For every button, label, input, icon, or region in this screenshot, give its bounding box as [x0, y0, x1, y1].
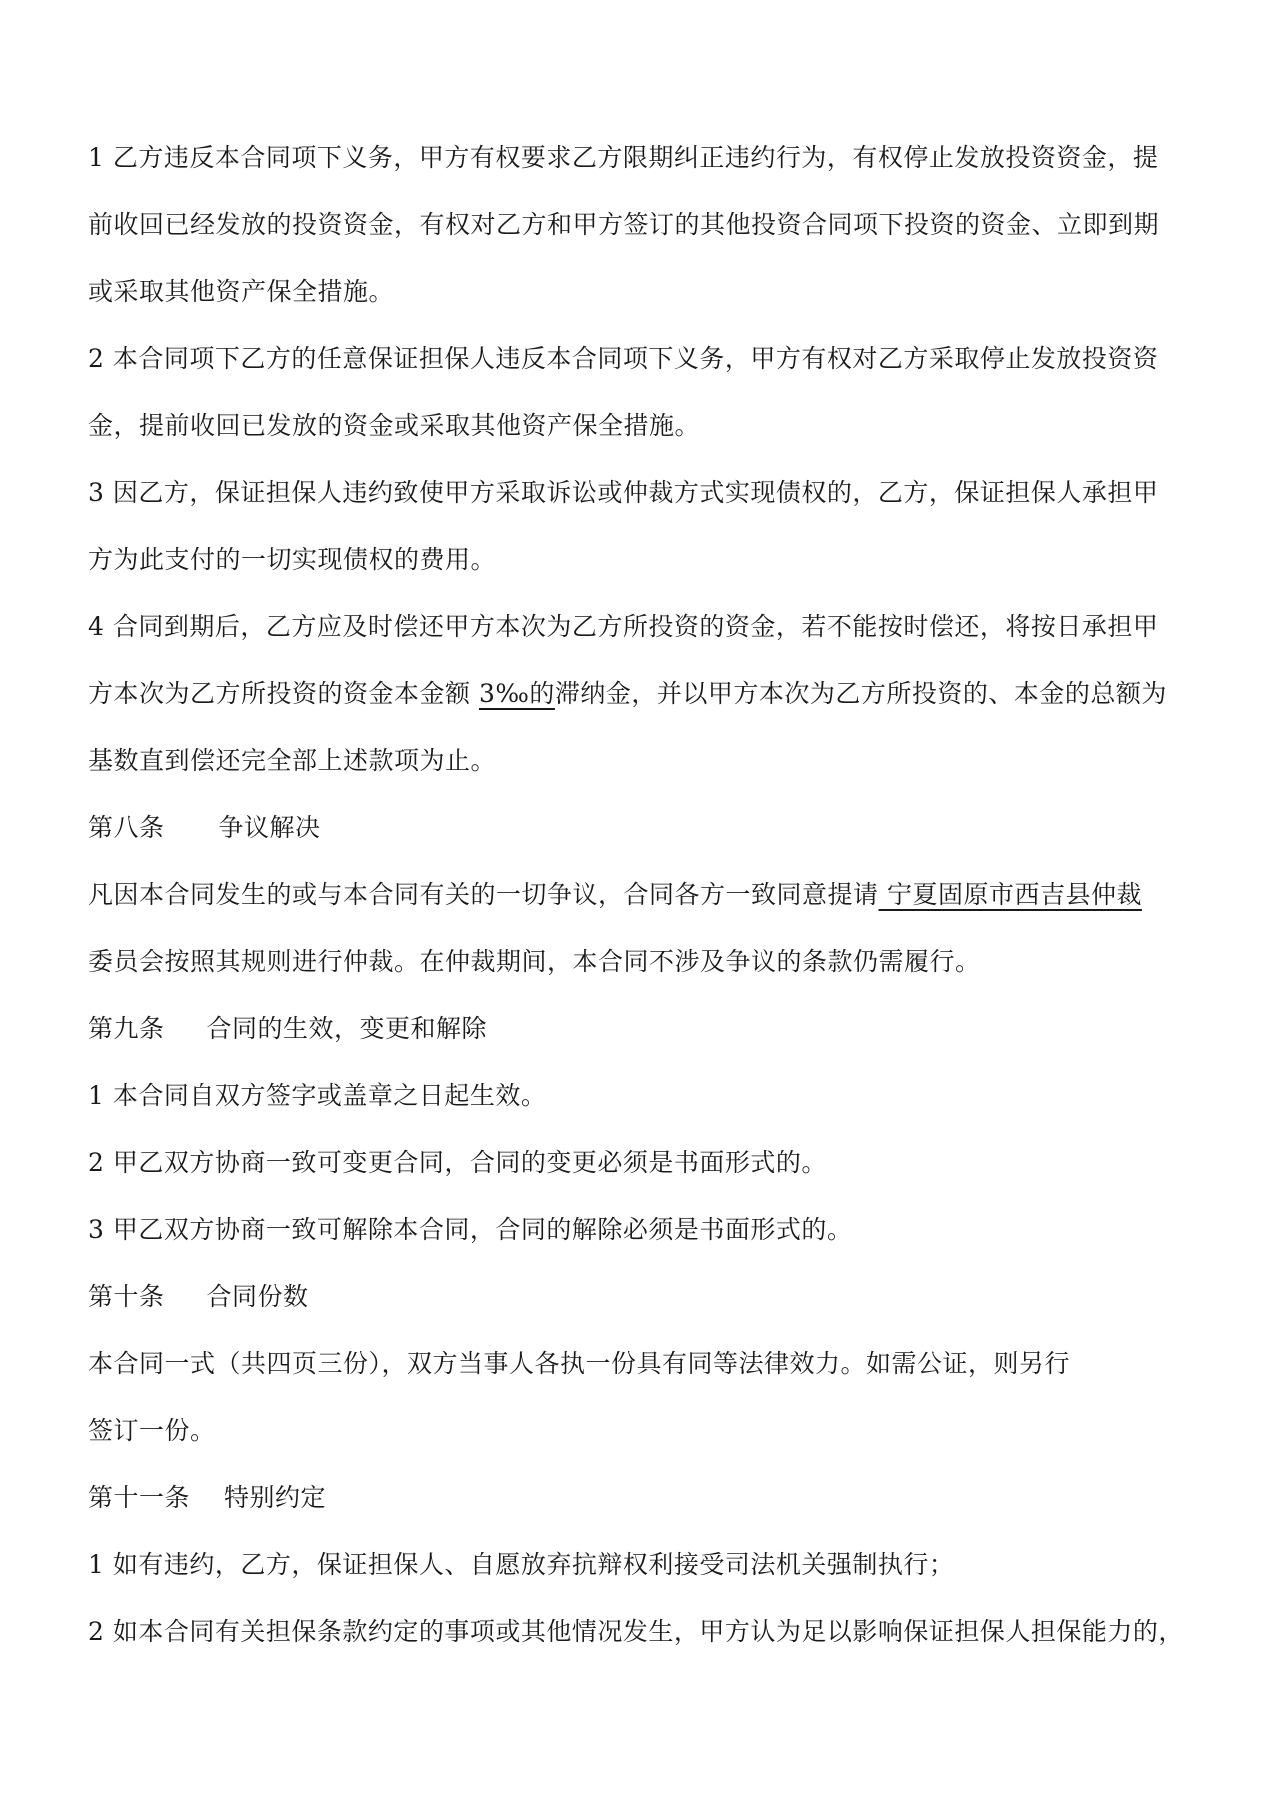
article-10-number: 第十条	[88, 1282, 165, 1311]
article-11-item-1: 1 如有违约，乙方，保证担保人、自愿放弃抗辩权利接受司法机关强制执行；	[88, 1550, 955, 1579]
article-11-title: 特别约定	[224, 1483, 327, 1512]
paragraph-2-line-1: 2 本合同项下乙方的任意保证担保人违反本合同项下义务，甲方有权对乙方采取停止发放投资资	[88, 344, 1159, 373]
paragraph-3-line-2: 方为此支付的一切实现债权的费用。	[88, 545, 497, 574]
article-10-heading	[88, 1280, 309, 1314]
article-11-number: 第十一条	[88, 1483, 191, 1512]
article-9-item-3: 3 甲乙双方协商一致可解除本合同，合同的解除必须是书面形式的。	[88, 1215, 853, 1244]
paragraph-1-line-2: 前收回已经发放的投资资金，有权对乙方和甲方签订的其他投资合同项下投资的资金、立即到期	[88, 210, 1160, 239]
paragraph-4-line-1: 4 合同到期后，乙方应及时偿还甲方本次为乙方所投资的资金，若不能按时偿还，将按日承担甲	[88, 612, 1159, 641]
article-10-line-2: 签订一份。	[88, 1416, 216, 1445]
paragraph-4-line-2	[88, 677, 1167, 711]
article-10-line-1: 本合同一式（共四页三份），双方当事人各执一份具有同等法律效力。如需公证，则另行	[88, 1349, 1071, 1378]
article-8-number: 第八条	[88, 813, 165, 842]
article-9-title: 合同的生效，变更和解除	[206, 1014, 488, 1043]
paragraph-4-text-before-rate: 方本次为乙方所投资的资金本金额	[88, 679, 479, 708]
paragraph-4-text-after-rate: 滞纳金，并以甲方本次为乙方所投资的、本金的总额为	[554, 679, 1167, 708]
arbitration-committee: 宁夏固原市西吉县仲裁	[878, 880, 1142, 909]
article-9-item-2: 2 甲乙双方协商一致可变更合同，合同的变更必须是书面形式的。	[88, 1148, 827, 1177]
paragraph-2-line-2: 金，提前收回已发放的资金或采取其他资产保全措施。	[88, 411, 701, 440]
paragraph-3-line-1: 3 因乙方，保证担保人违约致使甲方采取诉讼或仲裁方式实现债权的，乙方，保证担保人承担甲	[88, 478, 1159, 507]
late-fee-rate: 3‰的	[478, 679, 555, 708]
article-8-text: 凡因本合同发生的或与本合同有关的一切争议，合同各方一致同意提请	[88, 880, 879, 909]
paragraph-1-line-1: 1 乙方违反本合同项下义务，甲方有权要求乙方限期纠正违约行为，有权停止发放投资资金，提	[88, 143, 1159, 172]
article-8-heading	[88, 811, 321, 845]
article-11-item-2: 2 如本合同有关担保条款约定的事项或其他情况发生，甲方认为足以影响保证担保人担保能力的，	[88, 1617, 1184, 1646]
article-9-heading	[88, 1012, 487, 1046]
article-9-item-1: 1 本合同自双方签字或盖章之日起生效。	[88, 1081, 547, 1110]
paragraph-1-line-3: 或采取其他资产保全措施。	[88, 277, 395, 306]
article-9-number: 第九条	[88, 1014, 165, 1043]
article-8-title: 争议解决	[218, 813, 321, 842]
article-11-heading	[88, 1481, 326, 1515]
article-8-line-2: 委员会按照其规则进行仲裁。在仲裁期间，本合同不涉及争议的条款仍需履行。	[88, 947, 981, 976]
article-10-title: 合同份数	[206, 1282, 309, 1311]
article-8-line-1	[88, 878, 1142, 912]
paragraph-4-line-3: 基数直到偿还完全部上述款项为止。	[88, 746, 497, 775]
